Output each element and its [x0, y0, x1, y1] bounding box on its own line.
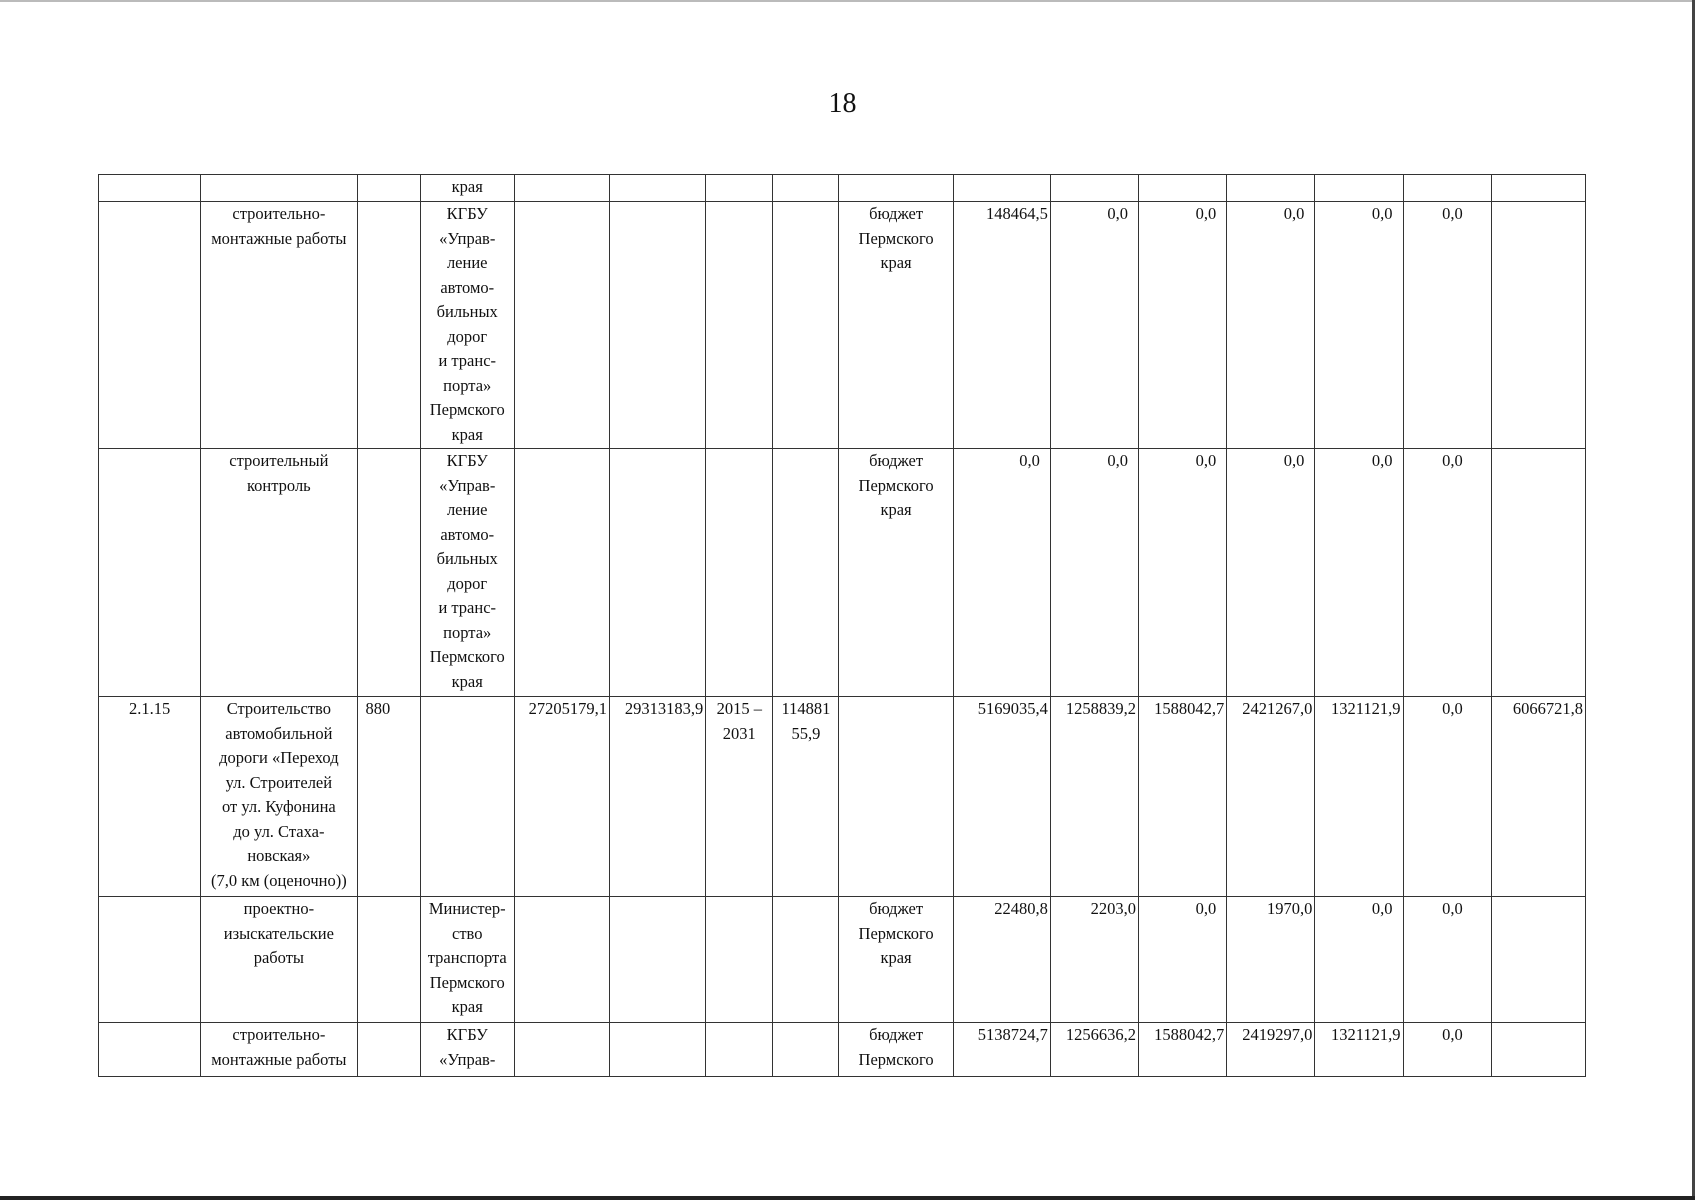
cell-value [1491, 202, 1585, 449]
cell-executor: края [420, 175, 514, 202]
cell-value: 0,0 [1050, 202, 1138, 449]
table-row [99, 449, 1586, 697]
cell-executor: Министер- ство транспорта Пермского края [420, 897, 514, 1023]
cell-name [201, 175, 357, 202]
cell-value: 0,0 [1139, 897, 1227, 1023]
cell-source: бюджет Пермского края [839, 897, 953, 1023]
cell-executor: КГБУ «Управ- ление автомо- бильных дорог и транс- порта» Пермского края [420, 202, 514, 449]
cell-name: строительно- монтажные работы [201, 202, 357, 449]
table-row [99, 897, 1586, 1023]
cell-source: бюджет Пермского края [839, 449, 953, 697]
cell-value: 0,0 [1403, 449, 1491, 697]
cell-value [1491, 1023, 1585, 1077]
cell-num [99, 897, 201, 1023]
cell-value: 6066721,8 [1491, 697, 1585, 897]
cell-period: 2015 – 2031 [706, 697, 773, 897]
cell-value: 0,0 [953, 449, 1050, 697]
cell-value [1491, 897, 1585, 1023]
cell-value: 0,0 [1139, 449, 1227, 697]
cell-code: 880 [357, 697, 420, 897]
cell-value: 1588042,7 [1139, 1023, 1227, 1077]
cell-value: 0,0 [1315, 897, 1403, 1023]
cell-cost: 27205179,1 [514, 697, 609, 897]
cell-code [357, 175, 420, 202]
cell-name: Строительство автомобильной дороги «Переход ул. Строителей от ул. Куфонина до ул. Стаха- новская» (7,0 км (оценочно)) [201, 697, 357, 897]
cell-value: 2419297,0 [1227, 1023, 1315, 1077]
cell-num [99, 1023, 201, 1077]
cell-num: 2.1.15 [99, 697, 201, 897]
cell-value: 1258839,2 [1050, 697, 1138, 897]
cell-executor: КГБУ «Управ- [420, 1023, 514, 1077]
cell-value: 1588042,7 [1139, 697, 1227, 897]
cell-value: 0,0 [1139, 202, 1227, 449]
cell-num [99, 202, 201, 449]
cell-source [839, 697, 953, 897]
cell-value: 0,0 [1403, 1023, 1491, 1077]
cell-name: проектно- изыскательские работы [201, 897, 357, 1023]
cell-code [357, 897, 420, 1023]
cell-source: бюджет Пермского края [839, 202, 953, 449]
cell-value: 0,0 [1403, 697, 1491, 897]
cell-name: строительно- монтажные работы [201, 1023, 357, 1077]
scan-bottom-edge [0, 1196, 1695, 1200]
scan-top-edge [0, 0, 1695, 2]
page-number: 18 [828, 88, 857, 119]
cell-value: 148464,5 [953, 202, 1050, 449]
table-row [99, 1023, 1586, 1077]
cell-value: 1321121,9 [1315, 1023, 1403, 1077]
cell-cost: 29313183,9 [610, 697, 706, 897]
cell-value: 0,0 [1227, 202, 1315, 449]
cell-value: 2203,0 [1050, 897, 1138, 1023]
cell-value: 1256636,2 [1050, 1023, 1138, 1077]
cell-value: 1321121,9 [1315, 697, 1403, 897]
cell-value: 5169035,4 [953, 697, 1050, 897]
table-row [99, 202, 1586, 449]
cell-value: 0,0 [1403, 897, 1491, 1023]
cell-value: 2421267,0 [1227, 697, 1315, 897]
cell-code [357, 202, 420, 449]
cell-value: 22480,8 [953, 897, 1050, 1023]
cell-num [99, 175, 201, 202]
cell-value: 0,0 [1403, 202, 1491, 449]
cell-executor [420, 697, 514, 897]
cell-name: строительный контроль [201, 449, 357, 697]
cell-value [1491, 449, 1585, 697]
cell-remaining: 114881 55,9 [773, 697, 839, 897]
cell-num [99, 449, 201, 697]
cell-code [357, 1023, 420, 1077]
cell-value: 0,0 [1050, 449, 1138, 697]
cell-value: 0,0 [1227, 449, 1315, 697]
cell-code [357, 449, 420, 697]
budget-table [98, 174, 1586, 1077]
cell-executor: КГБУ «Управ- ление автомо- бильных дорог и транс- порта» Пермского края [420, 449, 514, 697]
table-row [99, 697, 1586, 897]
cell-value: 1970,0 [1227, 897, 1315, 1023]
cell-value: 5138724,7 [953, 1023, 1050, 1077]
cell-source: бюджет Пермского [839, 1023, 953, 1077]
cell-value: 0,0 [1315, 449, 1403, 697]
table-row [99, 175, 1586, 202]
cell-value: 0,0 [1315, 202, 1403, 449]
